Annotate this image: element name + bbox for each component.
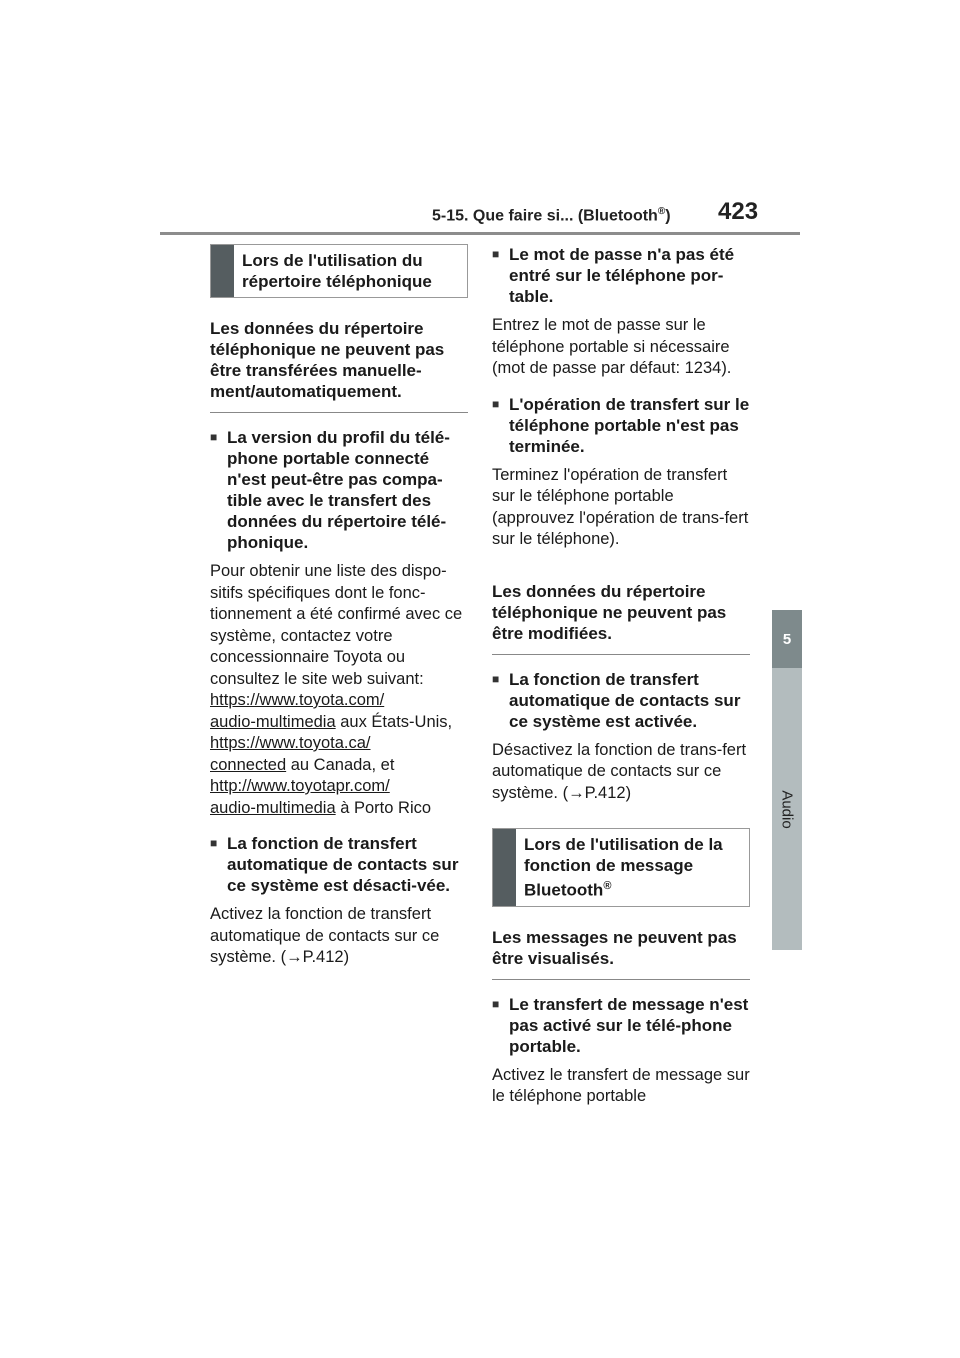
link-toyota-ca[interactable]: https://www.toyota.ca/ [210,734,371,752]
body-paragraph: Entrez le mot de passe sur le téléphone portable si nécessaire (mot de passe par défaut: 1234). [492,316,732,377]
right-column [492,244,750,1122]
cause-text: La fonction de transfert automatique de contacts sur ce système est activée. [509,669,741,731]
link-toyota-us-path[interactable]: audio-multimedia [210,712,336,731]
section-title: 5-15. Que faire si... (Bluetooth [432,207,658,225]
body-paragraph: Désactivez la fonction de trans-fert automatique de contacts sur ce système. (→P.412) [492,740,747,802]
page-number: 423 [718,198,759,225]
body-paragraph [210,561,468,819]
cause-item [210,427,468,553]
body-text: Pour obtenir une liste des dispo-sitifs spécifiques dont le fonc-tionnement a été confirmé avec ce système, contactez votre concessionnaire Toyota ou consultez le site web suivant: [210,562,463,688]
square-bullet-icon: ■ [492,247,500,261]
body-paragraph: Activez le transfert de message sur le téléphone portable [492,1065,750,1106]
body-text: aux États-Unis, [335,712,453,731]
cause-item [492,994,750,1057]
registered-mark: ® [603,880,612,892]
section-box-title: Lors de l'utilisation du répertoire téléphonique [242,251,432,291]
cause-text: La fonction de transfert automatique de contacts sur ce système est désacti-vée. [227,834,459,895]
cause-text: Le mot de passe n'a pas été entré sur le téléphone por-table. [509,245,735,306]
problem-heading: Les messages ne peuvent pas être visualisés. [492,927,750,980]
section-box-text: Lors de l'utilisation de la fonction de message Bluetooth [524,835,723,900]
link-toyota-pr[interactable]: http://www.toyotapr.com/ [210,777,390,795]
link-toyota-ca-path[interactable]: connected [210,755,287,774]
section-box-bar [211,245,234,297]
cause-item [492,394,750,457]
section-box-message [492,828,750,907]
section-box-bar [493,829,516,906]
body-text: au Canada, et [286,755,395,774]
body-text: à Porto Rico [335,798,432,817]
square-bullet-icon: ■ [492,996,500,1011]
chapter-tab-label [772,668,802,950]
link-toyota-pr-path[interactable]: audio-multimedia [210,798,336,817]
section-title-end: ) [665,207,671,225]
cause-text: L'opération de transfert sur le téléphone portable n'est pas terminée. [509,394,750,456]
square-bullet-icon: ■ [492,671,500,686]
cause-text: Le transfert de message n'est pas activé sur le télé-phone portable. [509,994,749,1056]
square-bullet-icon: ■ [210,836,218,850]
section-box-title [516,829,749,906]
header-divider [160,232,800,235]
problem-heading: Les données du répertoire téléphonique ne peuvent pas être modifiées. [492,581,750,655]
cause-item [492,669,750,732]
problem-heading: Les données du répertoire téléphonique ne peuvent pas être transférées manuelle-ment/automatiquement. [210,318,468,413]
square-bullet-icon: ■ [210,430,218,444]
chapter-tab-text: Audio [778,789,796,829]
body-paragraph: Terminez l'opération de transfert sur le téléphone portable (approuvez l'opération de trans-fert sur le téléphone). [492,465,749,548]
body-paragraph: Activez la fonction de transfert automatique de contacts sur ce système. (→P.412) [210,905,440,966]
section-box-phonebook [210,244,468,298]
link-toyota-us[interactable]: https://www.toyota.com/ [210,691,385,709]
chapter-tab-number: 5 [772,610,802,668]
cause-item [210,833,468,896]
registered-mark: ® [657,206,666,217]
cause-text: La version du profil du télé-phone portable connecté n'est peut-être pas compa-tible avec le transfert des données du répertoire télé-phonique. [227,428,450,552]
cause-item [492,244,750,307]
left-column [210,244,468,983]
section-header [432,206,671,225]
square-bullet-icon: ■ [492,396,500,411]
